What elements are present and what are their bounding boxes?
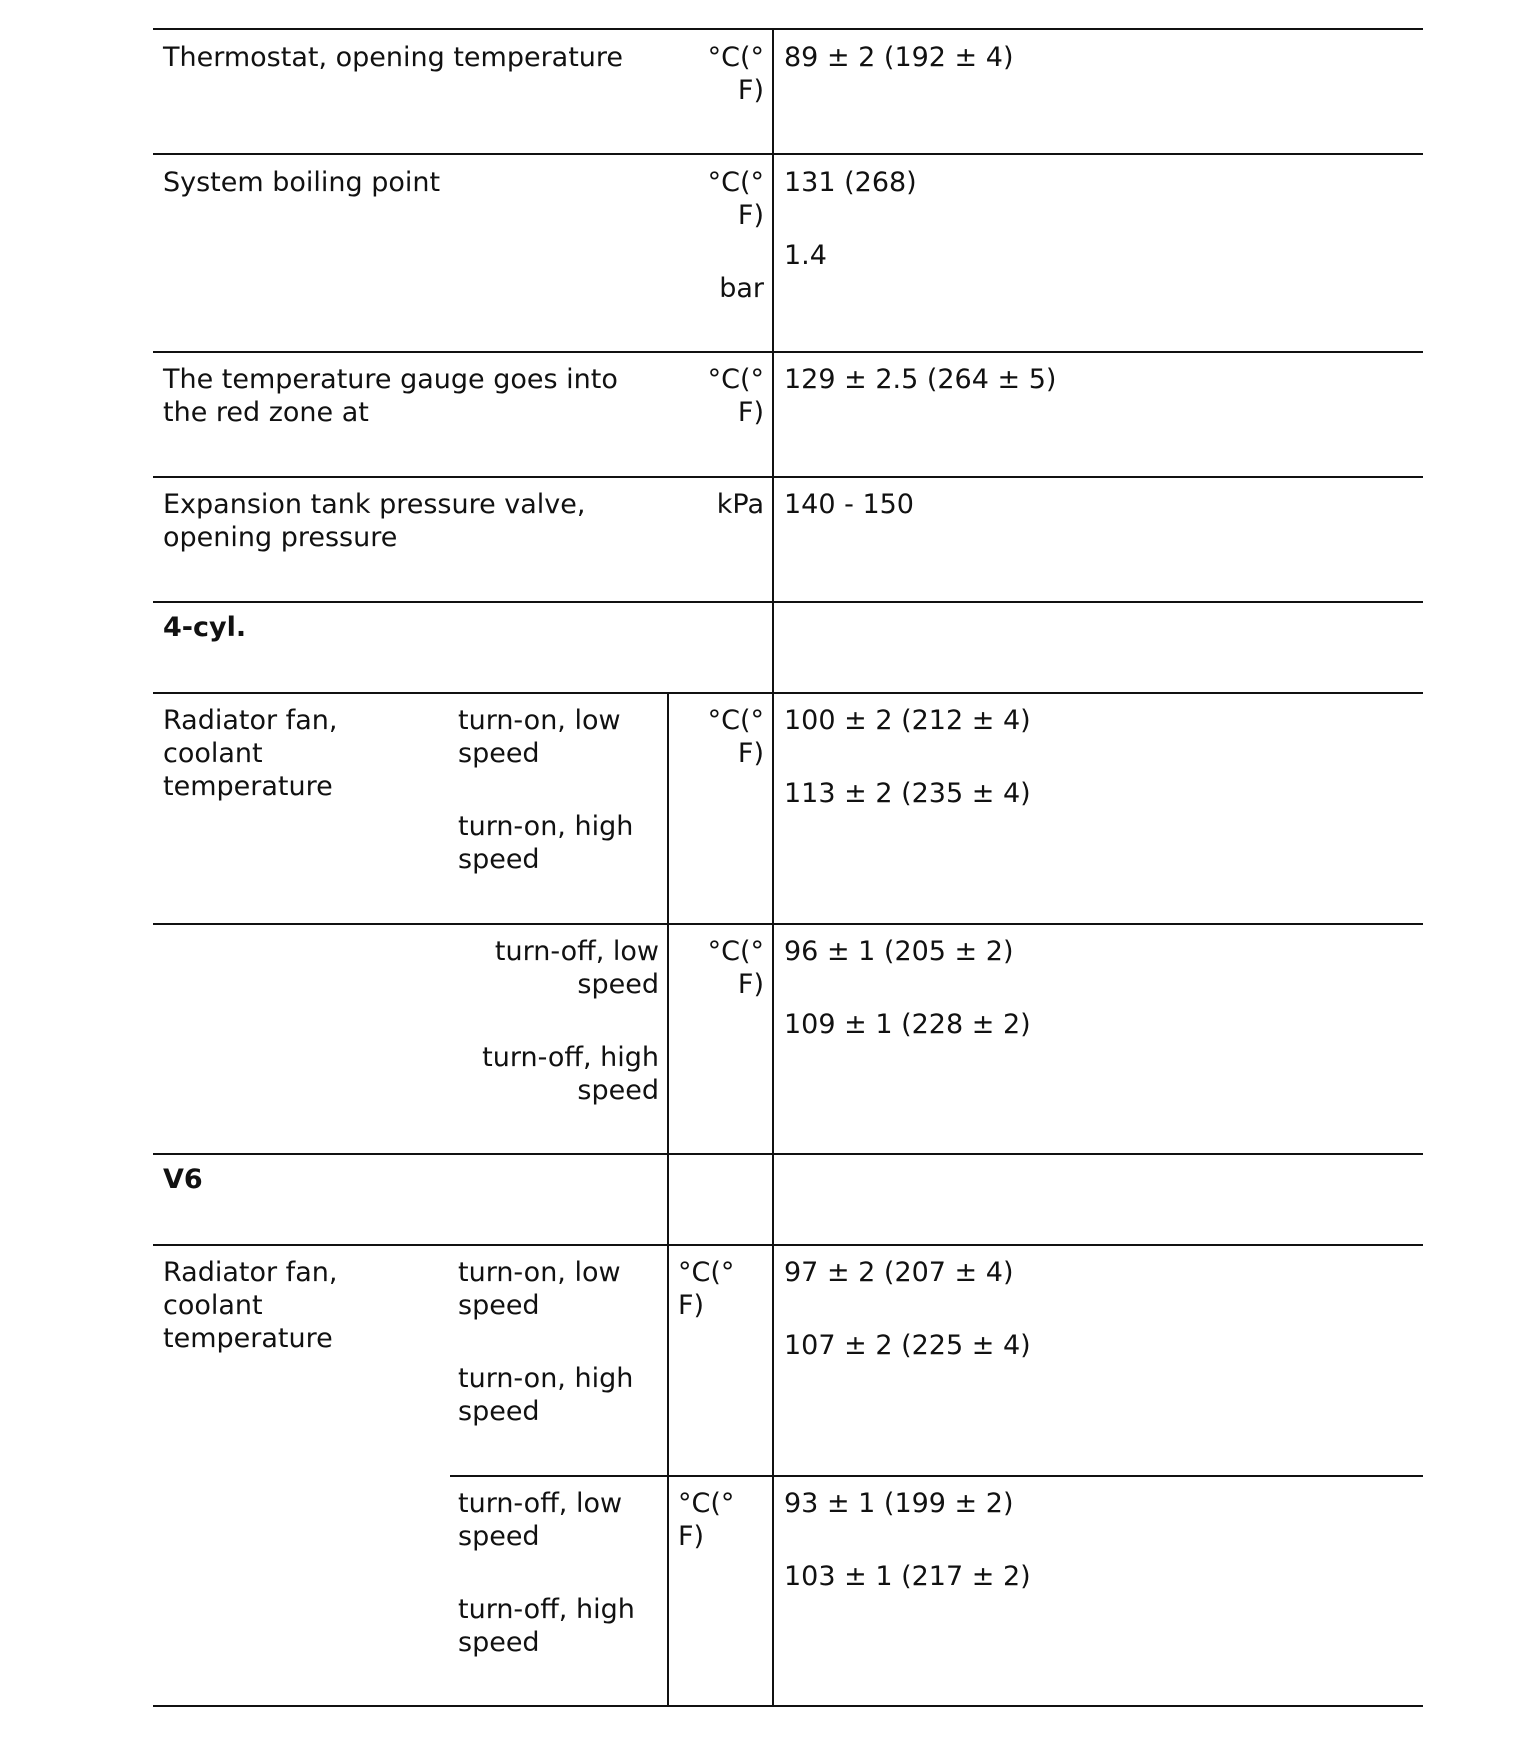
- sub-label-4cyl-off-low: turn-off, low speed: [494, 936, 659, 1000]
- row-unit-temperature-gauge: °C(° F): [707, 364, 764, 428]
- row-value-boiling-pressure: 1.4: [784, 240, 827, 271]
- row-divider: [153, 1705, 1423, 1707]
- row-divider: [153, 692, 1423, 694]
- row-divider: [153, 28, 1423, 30]
- unit-v6-on: °C(° F): [678, 1257, 735, 1321]
- row-label-expansion-tank: Expansion tank pressure valve, opening pressure: [163, 489, 586, 553]
- section-heading-4cyl: 4-cyl.: [163, 612, 247, 643]
- sub-label-4cyl-on-low: turn-on, low speed: [458, 705, 621, 769]
- row-divider: [153, 601, 1423, 603]
- row-label-temperature-gauge: The temperature gauge goes into the red zone at: [163, 364, 618, 428]
- row-unit-boiling-pressure: bar: [719, 273, 764, 304]
- section-heading-v6: V6: [163, 1164, 203, 1195]
- sub-label-v6-on-high: turn-on, high speed: [458, 1363, 634, 1427]
- value-4cyl-off-low: 96 ± 1 (205 ± 2): [784, 936, 1014, 967]
- row-value-temperature-gauge: 129 ± 2.5 (264 ± 5): [784, 364, 1057, 395]
- row-divider: [153, 476, 1423, 478]
- unit-column-divider: [667, 692, 669, 1707]
- row-unit-boiling-point: °C(° F): [707, 167, 764, 231]
- row-divider: [153, 923, 1423, 925]
- value-v6-on-low: 97 ± 2 (207 ± 4): [784, 1257, 1014, 1288]
- row-divider: [450, 1475, 1423, 1477]
- value-v6-on-high: 107 ± 2 (225 ± 4): [784, 1330, 1031, 1361]
- row-label-boiling-point: System boiling point: [163, 167, 441, 198]
- value-v6-off-high: 103 ± 1 (217 ± 2): [784, 1561, 1031, 1592]
- row-divider: [153, 351, 1423, 353]
- row-divider: [153, 1244, 1423, 1246]
- row-value-thermostat: 89 ± 2 (192 ± 4): [784, 42, 1014, 73]
- value-4cyl-on-low: 100 ± 2 (212 ± 4): [784, 705, 1031, 736]
- row-unit-expansion-tank: kPa: [716, 489, 764, 520]
- unit-4cyl-off: °C(° F): [707, 936, 764, 1000]
- value-4cyl-on-high: 113 ± 2 (235 ± 4): [784, 778, 1031, 809]
- sub-label-v6-on-low: turn-on, low speed: [458, 1257, 621, 1321]
- row-unit-thermostat: °C(° F): [707, 42, 764, 106]
- sub-label-4cyl-on-high: turn-on, high speed: [458, 811, 634, 875]
- unit-4cyl-on: °C(° F): [707, 705, 764, 769]
- row-divider: [153, 153, 1423, 155]
- fan-label-v6: Radiator fan, coolant temperature: [163, 1257, 338, 1354]
- row-value-expansion-tank: 140 - 150: [784, 489, 914, 520]
- row-label-thermostat: Thermostat, opening temperature: [163, 42, 624, 73]
- unit-v6-off: °C(° F): [678, 1488, 735, 1552]
- sub-label-v6-off-low: turn-off, low speed: [458, 1488, 623, 1552]
- value-4cyl-off-high: 109 ± 1 (228 ± 2): [784, 1009, 1031, 1040]
- value-column-divider: [772, 28, 774, 1707]
- row-value-boiling-point: 131 (268): [784, 167, 917, 198]
- sub-label-4cyl-off-high: turn-off, high speed: [482, 1042, 659, 1106]
- row-divider: [153, 1153, 1423, 1155]
- value-v6-off-low: 93 ± 1 (199 ± 2): [784, 1488, 1014, 1519]
- sub-label-v6-off-high: turn-off, high speed: [458, 1594, 635, 1658]
- fan-label-4cyl: Radiator fan, coolant temperature: [163, 705, 338, 802]
